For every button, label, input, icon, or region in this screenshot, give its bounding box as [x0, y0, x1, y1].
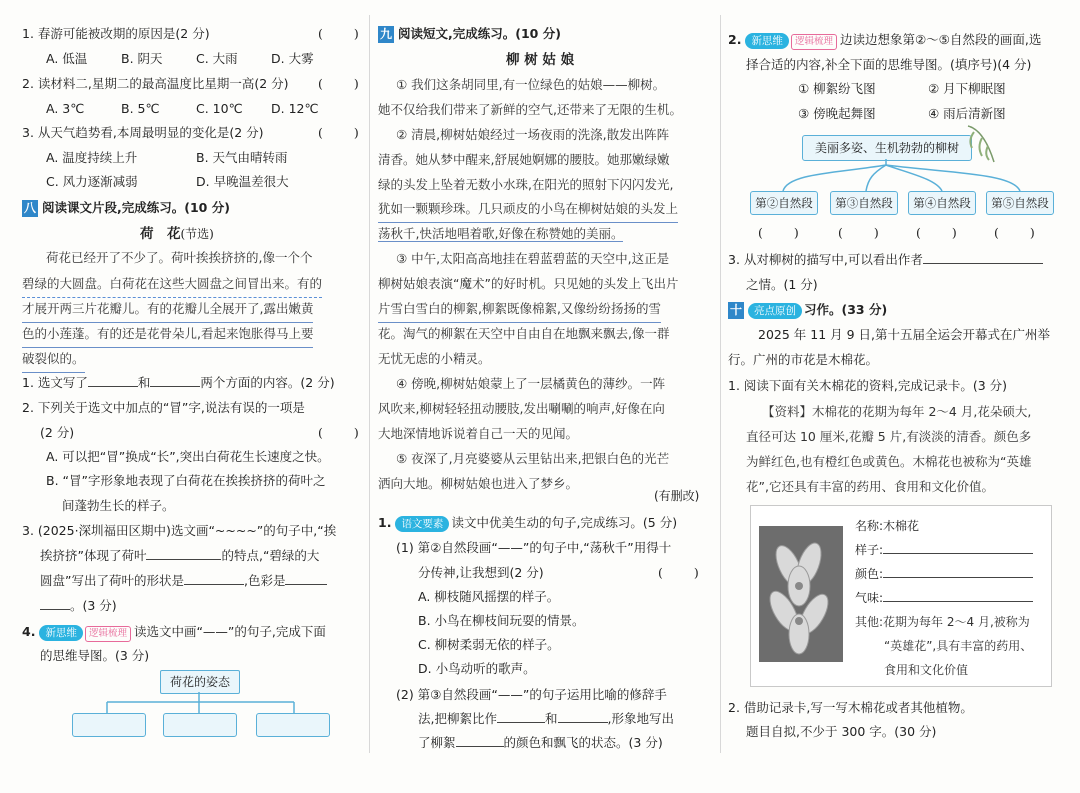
question-p3-line3: 圆盘”写出了荷叶的形状是 ,色彩是: [40, 569, 327, 594]
story-title: 柳 树 姑 娘: [506, 52, 575, 68]
story-line: 大地深情地诉说着自己一天的见闻。: [378, 426, 579, 441]
mindmap-paragraph-4: 第④自然段: [908, 191, 976, 215]
column-divider-left: [369, 15, 370, 753]
mindmap-answer-box[interactable]: [72, 713, 146, 737]
picture-option: ③ 傍晚起舞图: [798, 106, 876, 121]
section-number: 九: [379, 27, 392, 41]
question-p3-line4: 。(3 分): [40, 594, 117, 619]
question-w1: 1. 阅读下面有关木棉花的资料,完成记录卡。(3 分): [728, 378, 1008, 393]
passage-title: 荷 花(节选): [140, 226, 214, 242]
answer-blank[interactable]: [883, 601, 1033, 602]
option-a: A. 柳枝随风摇摆的样子。: [418, 589, 560, 604]
intro-line: 行。广州的市花是木棉花。: [728, 352, 879, 367]
picture-option: ① 柳絮纷飞图: [798, 81, 876, 96]
card-other: 食用和文化价值: [884, 663, 969, 677]
story-line: 风吹来,柳树轻轻扭动腰肢,发出唰唰的响声,好像在向: [378, 401, 665, 416]
question-s1a: (1) 第②自然段画“——”的句子中,“荡秋千”用得十: [396, 540, 672, 555]
question-s1b: (2) 第③自然段画“——”的句子运用比喻的修辞手: [396, 687, 667, 702]
answer-blank[interactable]: [150, 386, 200, 387]
answer-blank[interactable]: [146, 559, 221, 560]
passage-line-underlined: 才展开两三片花瓣儿。有的花瓣儿全展开了,露出嫩黄: [22, 297, 313, 323]
answer-blank[interactable]: [40, 609, 70, 610]
new-thinking-badge: 新思维: [745, 33, 789, 49]
story-line: 绿的头发上坠着无数小水珠,在阳光的照射下闪闪发光,: [378, 177, 674, 192]
record-card: [750, 505, 1052, 687]
story-line-underlined: 犹如一颗颗珍珠。几只顽皮的小鸟在柳树姑娘的头发上: [378, 197, 678, 223]
kapok-flower-photo: [759, 526, 843, 662]
answer-paren[interactable]: ( ): [318, 425, 361, 440]
answer-paren[interactable]: ( ): [658, 565, 701, 580]
answer-paren[interactable]: ( ): [318, 125, 361, 140]
section-number: 八: [23, 201, 36, 215]
material-line: 为鲜红色,也有橙红色或黄色。木棉花也被称为“英雄: [746, 454, 1032, 469]
story-line: 花。淘气的柳絮在天空中自由自在地飘来飘去,像一群: [378, 326, 670, 341]
material-line: 花”,它还具有丰富的药用、食用和文化价值。: [746, 479, 994, 494]
new-thinking-badge: 新思维: [39, 625, 83, 641]
question-3-options-ab: A. 温度持续上升 B. 天气由晴转雨: [46, 150, 288, 165]
option-b: B. “冒”字形象地表现了白荷花在挨挨挤挤的荷叶之: [46, 473, 326, 488]
material-line: 【资料】木棉花的花期为每年 2～4 月,花朵硕大,: [762, 404, 1032, 419]
story-line: 洒向大地。柳树姑娘也进入了梦乡。: [378, 476, 579, 491]
story-line: 荡秋千,快活地唱着歌,好像在称赞她的美丽。: [378, 226, 624, 241]
mindmap-paragraph-3: 第③自然段: [830, 191, 898, 215]
question-2-options: A. 3℃ B. 5℃ C. 10℃ D. 12℃: [46, 101, 319, 116]
story-line: ② 清晨,柳树姑娘经过一场夜雨的洗涤,散发出阵阵: [396, 127, 670, 142]
section-10-header: [728, 298, 887, 323]
card-shape: 样子:: [855, 538, 1033, 563]
answer-blank[interactable]: [923, 263, 1043, 264]
passage-line-underlined: 色的小莲蓬。有的还是花骨朵儿,看起来饱胀得马上要: [22, 322, 313, 348]
section-8-header: [22, 196, 230, 221]
picture-option: ④ 雨后清新图: [928, 106, 1006, 121]
option-b-cont: 间蓬勃生长的样子。: [62, 498, 175, 513]
answer-blank[interactable]: [456, 746, 504, 747]
story-line: 她不仅给我们带来了新鲜的空气,还带来了无限的生机。: [378, 102, 682, 117]
story-line: ⑤ 夜深了,月亮婆婆从云里钻出来,把银白色的光芒: [396, 451, 670, 466]
left-column: [22, 0, 362, 793]
option-c: C. 柳树柔弱无依的样子。: [418, 637, 560, 652]
question-s1b-line2: 法,把柳絮比作 和 ,形象地写出: [418, 711, 674, 726]
logic-badge: 逻辑梳理: [791, 34, 837, 50]
answer-paren[interactable]: ( ): [838, 225, 881, 240]
question-c3: 3. 从对柳树的描写中,可以看出作者: [728, 248, 1043, 273]
picture-option: ② 月下柳眠图: [928, 81, 1006, 96]
answer-blank[interactable]: [497, 722, 545, 723]
mindmap-root: 荷花的姿态: [160, 670, 240, 694]
answer-blank[interactable]: [558, 722, 608, 723]
answer-blank[interactable]: [88, 386, 138, 387]
mindmap-root: 美丽多姿、生机勃勃的柳树: [802, 135, 972, 161]
passage-line: 荷花已经开了不少了。荷叶挨挨挤挤的,像一个个: [46, 250, 313, 265]
mindmap-answer-box[interactable]: [256, 713, 330, 737]
question-c3-line2: 之情。(1 分): [746, 277, 818, 292]
question-p3: 3. (2025·深圳福田区期中)选文画“~~~~”的句子中,“挨: [22, 523, 337, 538]
question-1: 1. 春游可能被改期的原因是(2 分): [22, 26, 210, 41]
material-line: 直径可达 10 厘米,花瓣 5 片,有淡淡的清香。颜色多: [746, 429, 1032, 444]
passage-line-underlined: 破裂似的。: [22, 347, 85, 373]
answer-blank[interactable]: [883, 553, 1033, 554]
option-b: B. 小鸟在柳枝间玩耍的情景。: [418, 613, 585, 628]
question-s1a-line2: 分传神,让我想到(2 分): [418, 565, 544, 580]
mindmap-paragraph-5: 第⑤自然段: [986, 191, 1054, 215]
answer-paren[interactable]: ( ): [994, 225, 1037, 240]
question-p4-line2: 的思维导图。(3 分): [40, 648, 150, 663]
mindmap-answer-box[interactable]: [163, 713, 237, 737]
card-other: 其他:花期为每年 2～4 月,被称为: [855, 615, 1030, 629]
question-3-options-cd: C. 风力逐渐减弱 D. 早晚温差很大: [46, 174, 289, 189]
question-p1: 1. 选文写了 和 两个方面的内容。(2 分): [22, 375, 335, 390]
question-p2-score: (2 分): [40, 425, 75, 440]
story-line: ③ 中午,太阳高高地挂在碧蓝碧蓝的天空中,这正是: [396, 251, 670, 266]
card-color: 颜色:: [855, 562, 1033, 587]
mindmap-connector: [62, 692, 322, 714]
section-title: 阅读课文片段,完成练习。(10 分): [42, 200, 230, 215]
card-smell: 气味:: [855, 586, 1033, 611]
story-line: ④ 傍晚,柳树姑娘蒙上了一层橘黄色的薄纱。一阵: [396, 376, 666, 391]
column-divider-right: [720, 15, 721, 753]
answer-blank[interactable]: [184, 584, 244, 585]
story-line: 无忧无虑的小精灵。: [378, 351, 491, 366]
answer-paren[interactable]: ( ): [916, 225, 959, 240]
question-w2: 2. 借助记录卡,写一写木棉花或者其他植物。: [728, 700, 973, 715]
question-p4: 4. 新思维 逻辑梳理 读选文中画“——”的句子,完成下面: [22, 620, 326, 645]
passage-line-wavy: 碧绿的大圆盘。白荷花在这些大圆盘之间冒出来。有的: [22, 272, 322, 298]
intro-line: 2025 年 11 月 9 日,第十五届全运会开幕式在广州举: [758, 327, 1051, 342]
story-line: 柳树姑娘表演“魔术”的好时机。只见她的头发上飞出片: [378, 276, 679, 291]
story-note: (有删改): [654, 489, 700, 503]
answer-paren[interactable]: ( ): [758, 225, 801, 240]
question-c2: 2. 新思维 逻辑梳理 边读边想象第②～⑤自然段的画面,选: [728, 28, 1041, 53]
story-line-underlined: 片雪白雪白的柳絮,柳絮既像棉絮,又像纷纷扬扬的雪: [378, 297, 661, 323]
question-p2: 2. 下列关于选文中加点的“冒”字,说法有误的一项是: [22, 400, 305, 415]
question-1-options: A. 低温 B. 阴天 C. 大雨 D. 大雾: [46, 51, 314, 66]
section-9-header: [378, 22, 561, 47]
option-a: A. 可以把“冒”换成“长”,突出白荷花生长速度之快。: [46, 449, 330, 464]
logic-badge: 逻辑梳理: [85, 626, 131, 642]
section-title: 习作。(33 分): [804, 302, 888, 317]
question-p3-line2: 挨挤挤”体现了荷叶 的特点,“碧绿的大: [40, 548, 320, 563]
section-title: 阅读短文,完成练习。(10 分): [398, 26, 561, 41]
question-c2-line2: 择合适的内容,补全下面的思维导图。(填序号)(4 分): [746, 57, 1032, 72]
card-other: “英雄花”,具有丰富的药用、: [884, 639, 1033, 653]
question-3: 3. 从天气趋势看,本周最明显的变化是(2 分): [22, 125, 264, 140]
story-line: ① 我们这条胡同里,有一位绿色的姑娘——柳树。: [396, 77, 666, 92]
section-number: 十: [729, 303, 742, 317]
language-element-badge: 语文要素: [395, 516, 449, 532]
answer-paren[interactable]: ( ): [318, 26, 361, 41]
flower-icon: [759, 526, 843, 662]
story-line: 清香。她从梦中醒来,舒展她婀娜的腰肢。她那嫩绿嫩: [378, 152, 670, 167]
answer-blank[interactable]: [883, 577, 1033, 578]
right-column: [728, 0, 1073, 793]
question-2: 2. 读材料二,星期二的最高温度比星期一高(2 分): [22, 76, 289, 91]
question-w2-line2: 题目自拟,不少于 300 字。(30 分): [746, 724, 937, 739]
option-d: D. 小鸟动听的歌声。: [418, 661, 536, 676]
mindmap-paragraph-2: 第②自然段: [750, 191, 818, 215]
answer-paren[interactable]: ( ): [318, 76, 361, 91]
answer-blank[interactable]: [285, 584, 327, 585]
middle-column: [378, 0, 713, 793]
card-name: 名称:木棉花: [855, 519, 920, 533]
question-s1: 1. 语文要素 读文中优美生动的句子,完成练习。(5 分): [378, 515, 678, 530]
mindmap-connector: [728, 159, 1073, 191]
question-s1b-line3: 了柳絮 的颜色和飘飞的状态。(3 分): [418, 735, 663, 750]
original-badge: 亮点原创: [748, 303, 802, 319]
